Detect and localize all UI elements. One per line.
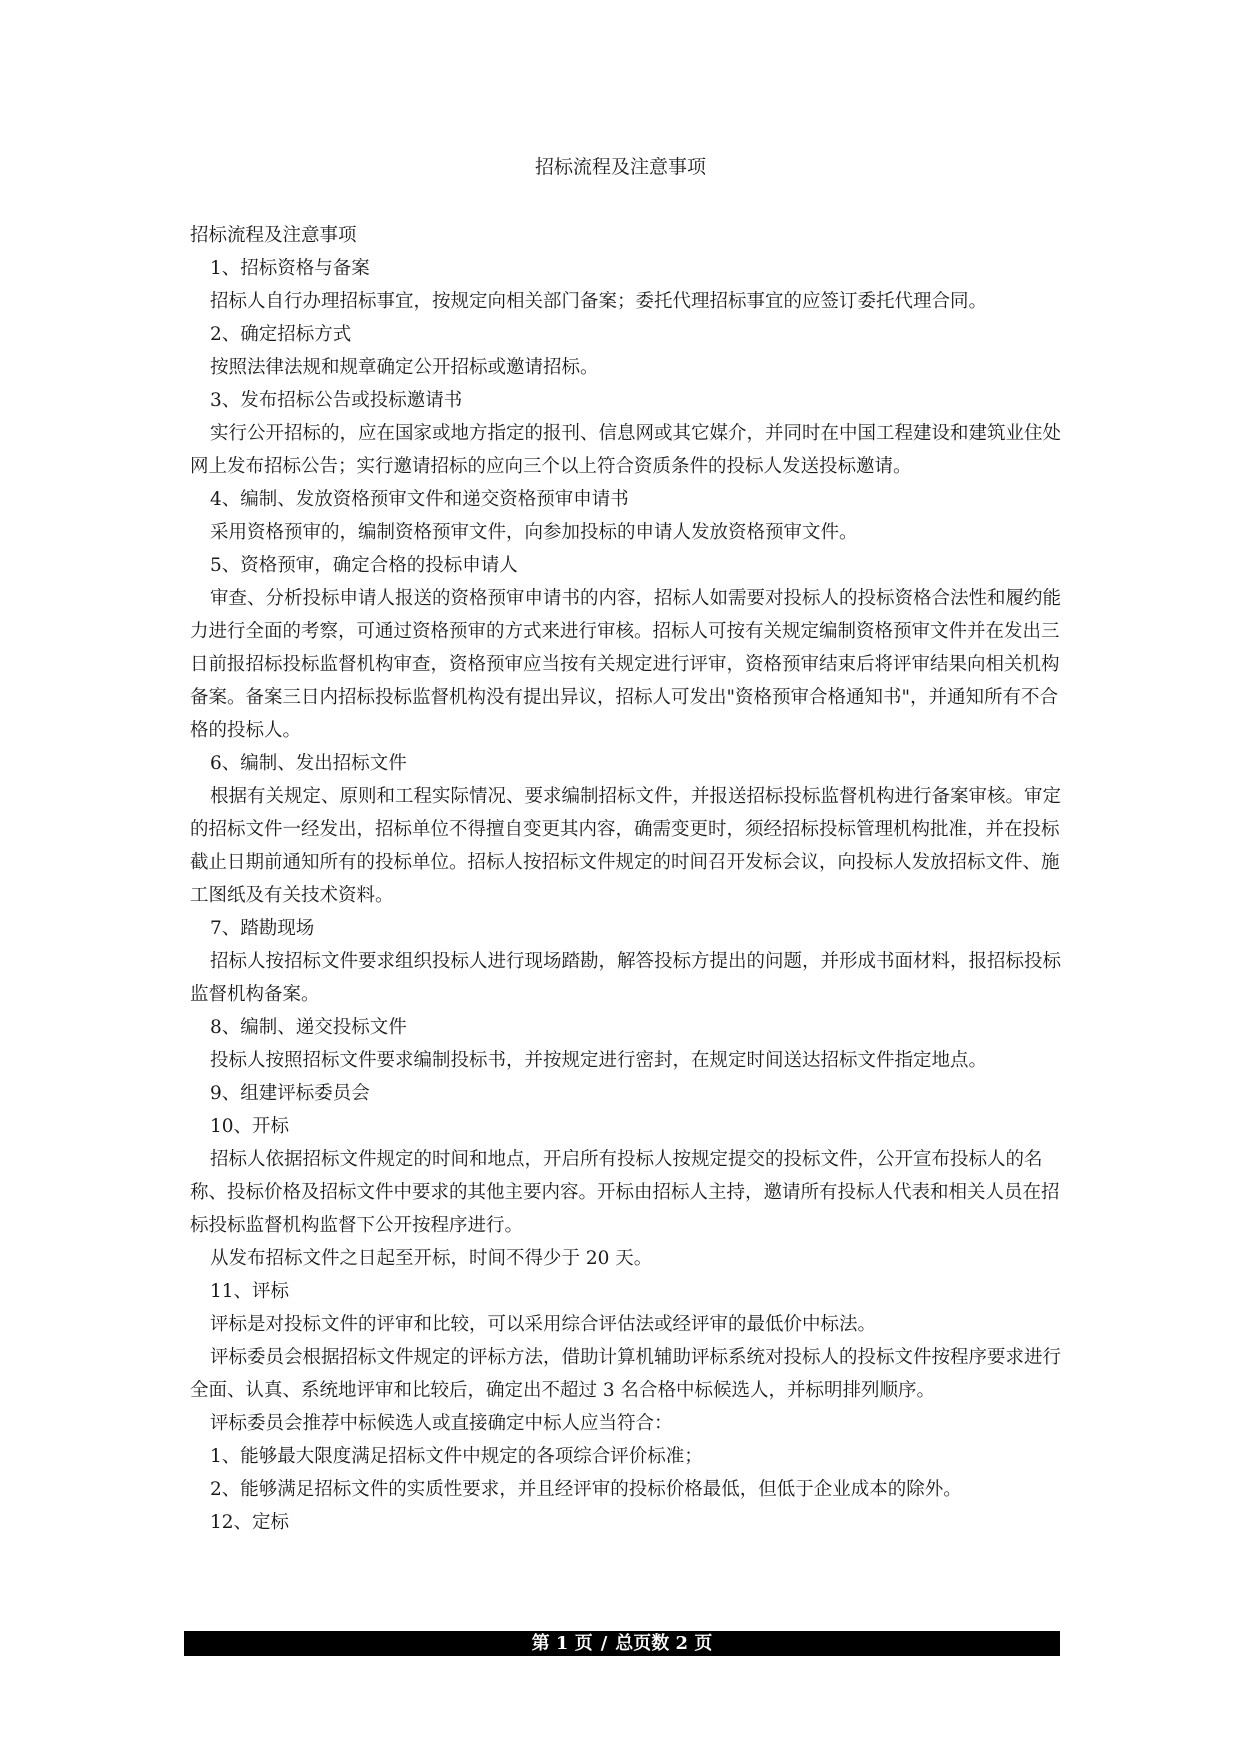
- document-title: 招标流程及注意事项: [534, 156, 706, 178]
- step-heading: 11、评标: [210, 1281, 290, 1302]
- paragraph: 按照法律法规和规章确定公开招标或邀请招标。: [210, 357, 599, 378]
- paragraph: 招标人按招标文件要求组织投标人进行现场踏勘，解答投标方提出的问题，并形成书面材料，报招标投标监督机构备案。: [190, 951, 1062, 1005]
- page-separator: /: [600, 1633, 608, 1654]
- step-heading: 8、编制、递交投标文件: [210, 1017, 407, 1038]
- paragraph: 评标委员会根据招标文件规定的评标方法，借助计算机辅助评标系统对投标人的投标文件按程序要求进行全面、认真、系统地评审和比较后，确定出不超过 3 名合格中标候选人，并标明排列顺序。: [190, 1347, 1062, 1401]
- paragraph: 评标委员会推荐中标候选人或直接确定中标人应当符合：: [210, 1413, 673, 1434]
- step-heading: 4、编制、发放资格预审文件和递交资格预审申请书: [210, 489, 629, 510]
- paragraph: 评标是对投标文件的评审和比较，可以采用综合评估法或经评审的最低价中标法。: [210, 1314, 877, 1335]
- paragraph: 招标人自行办理招标事宜，按规定向相关部门备案；委托代理招标事宜的应签订委托代理合同。: [210, 291, 988, 312]
- step-heading: 1、招标资格与备案: [210, 258, 370, 279]
- paragraph: 根据有关规定、原则和工程实际情况、要求编制招标文件，并报送招标投标监督机构进行备案审核。审定的招标文件一经发出，招标单位不得擅自变更其内容，确需变更时，须经招标投标管理机构批准，并在投标截止日期前通知所有的投标单位。招标人按招标文件规定的时间召开发标会议，向投标人发放招标文件、施工图纸及有关技术资料。: [190, 786, 1062, 906]
- paragraph: 招标人依据招标文件规定的时间和地点，开启所有投标人按规定提交的投标文件，公开宣布投标人的名称、投标价格及招标文件中要求的其他主要内容。开标由招标人主持，邀请所有投标人代表和相关人员在招标投标监督机构监督下公开按程序进行。: [190, 1149, 1060, 1236]
- step-heading: 9、组建评标委员会: [210, 1083, 370, 1104]
- list-item: 2、能够满足招标文件的实质性要求，并且经评审的投标价格最低，但低于企业成本的除外。: [210, 1479, 962, 1500]
- paragraph: 从发布招标文件之日起至开标，时间不得少于 20 天。: [210, 1248, 653, 1269]
- page-footer: [184, 1631, 1060, 1656]
- paragraph: 投标人按照招标文件要求编制投标书，并按规定进行密封，在规定时间送达招标文件指定地点。: [210, 1050, 988, 1071]
- step-heading: 10、开标: [210, 1116, 290, 1137]
- page-total: 总页数 2 页: [615, 1633, 713, 1654]
- paragraph: 实行公开招标的，应在国家或地方指定的报刊、信息网或其它媒介，并同时在中国工程建设和建筑业住处网上发布招标公告；实行邀请招标的应向三个以上符合资质条件的投标人发送投标邀请。: [190, 423, 1062, 477]
- list-item: 1、能够最大限度满足招标文件中规定的各项综合评价标准；: [210, 1446, 703, 1467]
- step-heading: 7、踏勘现场: [210, 918, 315, 939]
- step-heading: 3、发布招标公告或投标邀请书: [210, 390, 463, 411]
- step-heading: 6、编制、发出招标文件: [210, 753, 407, 774]
- step-heading: 2、确定招标方式: [210, 324, 352, 345]
- paragraph: 采用资格预审的，编制资格预审文件，向参加投标的申请人发放资格预审文件。: [210, 522, 858, 543]
- document-body: [190, 219, 1070, 1539]
- page-number: 第 1 页: [531, 1633, 593, 1654]
- step-heading: 5、资格预审，确定合格的投标申请人: [210, 555, 518, 576]
- step-heading: 12、定标: [210, 1512, 290, 1533]
- paragraph: 审查、分析投标申请人报送的资格预审申请书的内容，招标人如需要对投标人的投标资格合法性和履约能力进行全面的考察，可通过资格预审的方式来进行审核。招标人可按有关规定编制资格预审文件并在发出三日前报招标投标监督机构审查，资格预审应当按有关规定进行评审，资格预审结束后将评审结果向相关机构备案。备案三日内招标投标监督机构没有提出异议，招标人可发出"资格预审合格通知书"，并通知所有不合格的投标人。: [190, 588, 1062, 741]
- section-heading: 招标流程及注意事项: [190, 225, 357, 246]
